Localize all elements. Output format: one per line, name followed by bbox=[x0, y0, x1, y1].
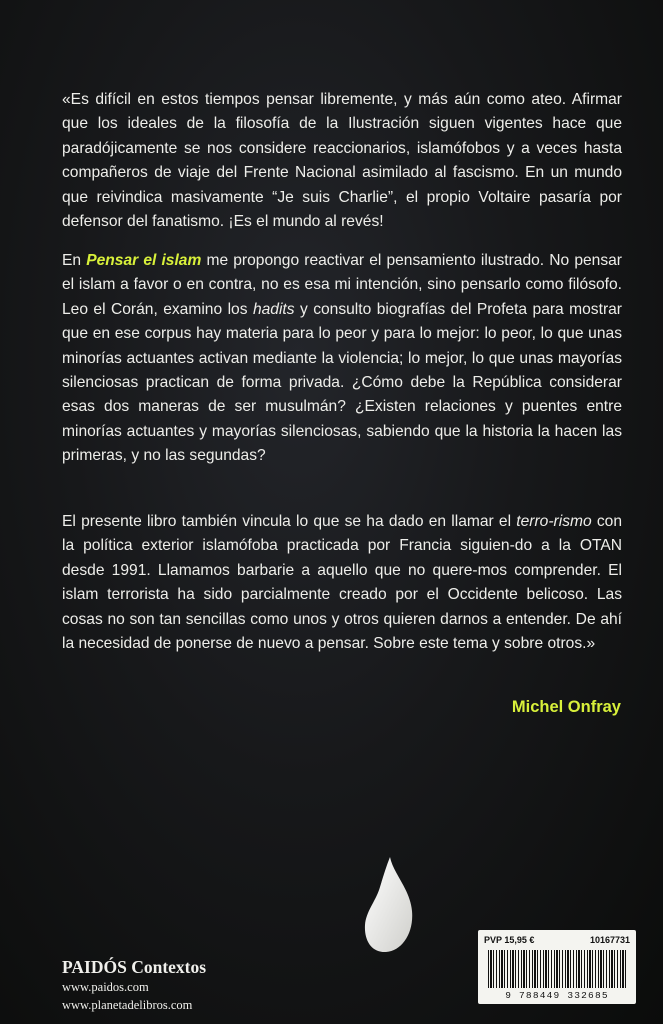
price: PVP 15,95 € bbox=[484, 935, 535, 945]
flame-icon bbox=[360, 855, 416, 955]
product-code: 10167731 bbox=[589, 935, 630, 945]
paragraph-2-lead: En bbox=[62, 252, 87, 269]
blurb-paragraph-3 bbox=[62, 510, 622, 656]
paragraph-3-text-a: El presente libro también vincula lo que se ha dado en llamar el bbox=[62, 513, 517, 530]
paragraph-2-text-a: me propongo reactivar el pensamiento ilustrado. No pensar el islam a favor o en contra, no es esa mi intención, sino pensarlo como filósofo. Leo el Corán, examino los bbox=[62, 252, 622, 318]
publisher-url-2: www.planetadelibros.com bbox=[62, 998, 193, 1012]
blurb-paragraph-1: «Es difícil en estos tiempos pensar libremente, y más aún como ateo. Afirmar que los ideales de la filosofía de la Ilustración siguen vigentes hace que paradójicamente se nos considere reaccionarios, islamófobos y a veces hasta compañeros de viaje del Frente Nacional asimilado al fascismo. En un mundo que reivindica masivamente “Je suis Charlie”, el propio Voltaire pasaría por defensor del fanatismo. ¡Es el mundo al revés! bbox=[62, 91, 622, 231]
hadits-term: hadits bbox=[252, 300, 295, 318]
isbn-number: 9 788449 332685 bbox=[505, 990, 609, 1001]
paragraph-3-text-b: con la política exterior islamófoba practicada por Francia siguien-do a la OTAN desde 1991. Llamamos barbarie a aquello que no quere-mos comprender. El islam terrorista ha sido parcialmente creado por el Occidente belicoso. Las cosas no son tan sencillas como unos y otros quieren darnos a entender. De ahí la necesidad de ponerse de nuevo a pensar. Sobre este tema y sobre otros.» bbox=[62, 513, 623, 653]
publisher-brand: PAIDÓS Contextos bbox=[62, 957, 207, 977]
barcode-label bbox=[478, 930, 636, 1004]
publisher-block bbox=[62, 956, 206, 1014]
paragraph-2-text-b: y consulto biografías del Profeta para mostrar que en ese corpus hay materia para lo peor y para lo mejor: lo peor, lo que unas minorías actuantes activan mediante la violencia; lo mejor, lo que unas mayorías silenciosas practican de forma privada. ¿Cómo debe la República considerar esas dos maneras de ser musulmán? ¿Existen relaciones y puentes entre minorías actuantes y mayorías silenciosas, sabiendo que la historia la hacen las primeras, y no las segundas? bbox=[62, 300, 622, 465]
author-name: Michel Onfray bbox=[511, 698, 621, 716]
blurb-paragraph-2 bbox=[62, 249, 622, 469]
book-title: Pensar el islam bbox=[86, 252, 202, 269]
publisher-url-1: www.paidos.com bbox=[62, 980, 149, 994]
barcode-bars bbox=[488, 950, 626, 988]
terrorismo-term: terro-rismo bbox=[516, 513, 592, 530]
